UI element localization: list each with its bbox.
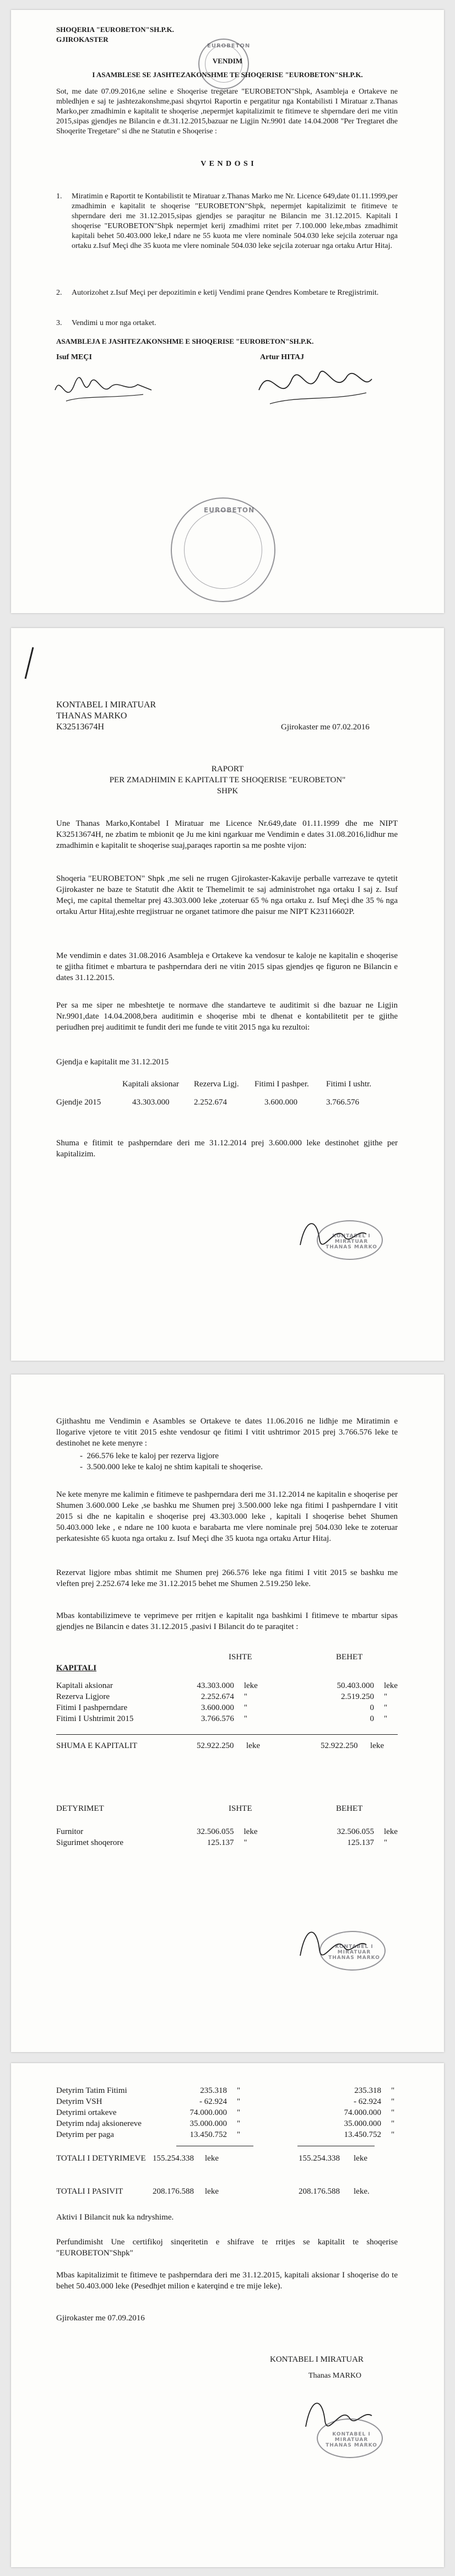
signer-right-name: Artur HITAJ: [260, 353, 304, 361]
bullet-2: [80, 1462, 263, 1473]
header-line-2: THANAS MARKO: [56, 711, 127, 721]
header-line-1: KONTABEL I MIRATUAR: [56, 700, 156, 710]
sum-after: 52.922.250: [321, 1741, 358, 1750]
balance-row: [56, 1713, 398, 1724]
hand-mark: [21, 645, 37, 683]
row-value-before: 43.303.000: [197, 1681, 234, 1690]
place-date: Gjirokaster me 07.02.2016: [281, 723, 370, 732]
col-ishte-2: ISHTE: [229, 1804, 252, 1813]
cert-paragraph: Perfundimisht Une certifikoj sinqeritetin e shifrave te rritjes se kapitalit te shoqerise "EUROBETON"Shpk": [56, 2238, 398, 2258]
company-stamp-large-inner: [184, 511, 262, 589]
row-value-after: - 62.924: [354, 2097, 381, 2106]
capital-table-row: [56, 1089, 387, 1107]
signer-left-name: Isuf MEÇI: [56, 353, 92, 361]
total-detyr-before: 155.254.338: [153, 2154, 194, 2163]
row-value-after: 0: [370, 1714, 374, 1723]
cont-paragraph-4: Mbas kontabilizimeve te veprimeve per rritjen e kapitalit nga bashkimi I fitimeve te mbartur sipas gjendjes ne Bilancin e dates 31.12.2015 ,pasivi I Bilancit do te paraqitet :: [56, 1611, 398, 1631]
balance-row: [56, 2096, 398, 2107]
sum-before: 52.922.250: [197, 1741, 234, 1750]
row-unit-before: ": [237, 2097, 241, 2106]
row-label: Detyrim Tatim Fitimi: [56, 2086, 127, 2095]
cell-ushtr: 3.766.576: [326, 1098, 359, 1107]
capital-col-pashper: Fitimi I pashper.: [254, 1080, 309, 1089]
row-unit-before: ": [243, 1692, 247, 1701]
detyrime-more-table: [56, 2085, 398, 2140]
row-label: Kapitali aksionar: [56, 1681, 113, 1690]
item-number-3: 3.: [56, 319, 62, 327]
balance-row: [56, 1702, 398, 1713]
col-behet: BEHET: [336, 1653, 363, 1662]
cont-paragraph-3: Rezervat ligjore mbas shtimit me Shumen prej 266.576 leke nga fitimi I vitit 2015 se bashku me vleften prej 2.252.674 leke me 31.12.2015 behet me Shumen 2.519.250 leke.: [56, 1568, 398, 1588]
row-unit-after: ": [391, 2108, 395, 2117]
row-label: Gjendje 2015: [56, 1098, 101, 1107]
section-detyrimet: DETYRIMET: [56, 1804, 104, 1813]
final-paragraph: Mbas kapitalizimit te fitimeve te pashperndara deri me 31.12.2015, kapitali aksionar I shoqerise do te behet 50.403.000 leke (Pesedhjet milion e katerqind e tre mije leke).: [56, 2271, 398, 2291]
report-paragraph-4: Per sa me siper ne mbeshtetje te normave dhe standarteve te auditimit si dhe bazuar ne Ligjin Nr.9901,date 14.04.2008,bera auditimin e shoqerise mbi te dhenat e kontabilitetit per te gjithe periudhen prej auditimit te fundit deri me funde te vitit 2015 nga ku rezultoi:: [56, 1001, 398, 1032]
total-pasiv-unit-2: leke.: [354, 2187, 370, 2196]
assembly-line: ASAMBLEJA E JASHTEZAKONSHME E SHOQERISE "EUROBETON"SH.P.K.: [56, 337, 314, 345]
total-detyr-label: TOTALI I DETYRIMEVE: [56, 2154, 146, 2163]
cell-aksionar: 43.303.000: [132, 1098, 170, 1107]
row-unit-before: ": [237, 2108, 241, 2117]
sum-unit-2: leke: [370, 1741, 384, 1750]
row-value-before: - 62.924: [199, 2097, 227, 2106]
row-label: Rezerva Ligjore: [56, 1692, 110, 1701]
report-paragraph-1: Une Thanas Marko,Kontabel I Miratuar me Licence Nr.649,date 01.11.1999 dhe me NIPT K32513674H, ne zbatim te mbionit qe Ju me kini ngarkuar me Vendimin e dates 31.08.2016,lidhur me zmadhimin e kapitalit te shoqerise suaj,paraqes raportin sa me poshte vijon:: [56, 819, 398, 850]
final-place-date: Gjirokaster me 07.09.2016: [56, 2314, 145, 2323]
detyrimet-table: [56, 1826, 398, 1848]
page-raport-cont: [11, 1374, 444, 2052]
page-subtitle: I ASAMBLESE SE JASHTEZAKONSHME TE SHOQERISE "EUROBETON"SH.P.K.: [92, 71, 363, 79]
row-unit-before: ": [243, 1838, 247, 1847]
row-value-after: 13.450.752: [344, 2130, 381, 2139]
bullet-1: [80, 1451, 219, 1462]
row-unit-before: leke: [243, 1681, 258, 1690]
row-value-after: 2.519.250: [340, 1692, 374, 1701]
report-title-2: PER ZMADHIMIN E KAPITALIT TE SHOQERISE "EUROBETON": [109, 776, 346, 784]
total-pasiv-unit: leke: [205, 2187, 219, 2196]
accountant-stamp-2-text: KONTABEL I MIRATUAR THANAS MARKO: [328, 1944, 380, 1961]
cont-paragraph-1: Gjithashtu me Vendimin e Asambles se Ortakeve te dates 11.06.2016 ne lidhje me Miratimin e llogarive vjetore te vitit 2015 eshte vendosur qe fitimi I vitit ushtrimor 2015 prej 3.766.576 leke te destinohet ne kete menyre :: [56, 1417, 398, 1448]
row-unit-before: ": [237, 2119, 241, 2128]
row-value-before: 2.252.674: [201, 1692, 234, 1701]
page-title: VENDIM: [212, 57, 243, 65]
header-line-3: K32513674H: [56, 722, 105, 732]
page-raport-final: [11, 2063, 444, 2567]
capital-table-header: [56, 1080, 387, 1089]
report-paragraph-2: Shoqeria "EUROBETON" Shpk ,me seli ne rrugen Gjirokaster-Kakavije perballe varrezave te qytetit Gjirokaster ne baze te Statutit dhe Aktit te Themelimit te saj administrohet nga ortaku I saj z. Isuf Meçi, me capital themeltar prej 43.303.000 leke ,zoteruar 65 % nga ortaku z. Isuf Meçi dhe 35 % nga ortaku Artur Hitaj,eshte rregjistruar ne organet tatimore dhe paisur me NIPT K23116602P.: [56, 874, 398, 916]
accountant-header: [56, 700, 156, 733]
balance-row: [56, 2129, 398, 2140]
capital-col-ushtr: Fitimi I ushtr.: [326, 1080, 372, 1089]
aktivi-line: Aktivi I Bilancit nuk ka ndryshime.: [56, 2213, 174, 2222]
signature-right: [248, 357, 380, 418]
row-value-after: 32.506.055: [337, 1827, 374, 1836]
row-unit-before: ": [243, 1714, 247, 1723]
capital-table: [56, 1080, 387, 1107]
row-unit-after: leke: [383, 1681, 398, 1690]
total-pasiv-after: 208.176.588: [299, 2187, 340, 2196]
cont-paragraph-2: Ne kete menyre me kalimin e fitimeve te pashperndara deri me 31.12.2014 ne kapitalin e shoqerise per Shumen 3.600.000 Leke ,se bashku me Shumen prej 3.500.000 leke nga fitimi I pashperndare I vitit 2015 si dhe ne kapitalin e shoqerise prej 43.303.000 leke , kapitali I shoqerise behet Shumen 50.403.000 leke , e ndare ne 100 kuota e barabarta me vlere nominale prej 504.030 leke te zoteruar perkatesishte 65 kuota nga ortaku z. Isuf Meçi dhe 35 kuota nga ortaku Artur Hitaj.: [56, 1490, 398, 1543]
signature-left: [50, 362, 160, 412]
total-pasiv-before: 208.176.588: [153, 2187, 194, 2196]
row-value-before: 32.506.055: [197, 1827, 234, 1836]
bullet-dash-1: -: [80, 1452, 87, 1460]
company-line: SHOQERIA "EUROBETON"SH.P.K.: [56, 25, 174, 34]
sign-title: KONTABEL I MIRATUAR: [270, 2355, 364, 2364]
accountant-stamp-text: KONTABEL I MIRATUAR THANAS MARKO: [326, 1233, 377, 1250]
row-value-after: 74.000.000: [344, 2108, 381, 2117]
row-unit-after: ": [383, 1703, 388, 1712]
row-value-before: 74.000.000: [189, 2108, 227, 2117]
total-pasiv-label: TOTALI I PASIVIT: [56, 2187, 123, 2196]
accountant-stamp-2: [319, 1931, 386, 1971]
row-unit-before: leke: [243, 1827, 258, 1836]
balance-row: [56, 2085, 398, 2096]
row-unit-after: ": [391, 2119, 395, 2128]
total-detyr-unit: leke: [205, 2154, 219, 2163]
row-label: Furnitor: [56, 1827, 84, 1836]
balance-row: [56, 1680, 398, 1691]
sum-label: SHUMA E KAPITALIT: [56, 1741, 138, 1750]
row-label: Sigurimet shoqerore: [56, 1838, 124, 1847]
row-value-before: 35.000.000: [189, 2119, 227, 2128]
row-value-before: 235.318: [200, 2086, 227, 2095]
row-unit-after: ": [391, 2097, 395, 2106]
report-title-3: SHPK: [216, 787, 239, 795]
city-line: GJIROKASTER: [56, 35, 109, 44]
row-value-after: 50.403.000: [337, 1681, 374, 1690]
row-label: Fitimi I Ushtrimit 2015: [56, 1714, 134, 1723]
row-value-before: 13.450.752: [189, 2130, 227, 2139]
sign-name: Thanas MARKO: [308, 2372, 362, 2380]
decision-item-1-text: Miratimin e Raportit te Kontabilistit te Miratuar z.Thanas Marko me Nr. Licence 649,date 01.11.1999,per zmadhimin e kapitalit te shoqerise "EUROBETON"Shpk, nepermjet kapitalizimit te fitimeve te shperndare deri me 31.12.2015,sipas gjendjes se paraqitur ne Bilancin me 31.12.2015. Kapitali I shoqerise "EUROBETON"Shpk nepermjet kerij zmadhimi rritet per 7.100.000 leke,mbas zmadhimit kapitali behet 50.403.000 leke,I ndare ne 55 kuota me vlere nominale 504.030 leke sejcila zoteruar nga ortaku z.Isuf Meçi dhe 35 kuota me vlere nominale 504.030 leke sejcila zoteruar nga ortaku Artur Hitaj.: [72, 192, 398, 250]
row-unit-after: ": [391, 2086, 395, 2095]
row-label: Detyrim ndaj aksionereve: [56, 2119, 142, 2128]
section-kapitali: KAPITALI: [56, 1664, 97, 1673]
row-unit-before: ": [243, 1703, 247, 1712]
report-paragraph-3: Me vendimin e dates 31.08.2016 Asambleja e Ortakeve ka vendosur te kaloje ne kapitalin e shoqerise te gjitha fitimet e mbartura te pashperndara deri ne vitin 2015 sipas gjendjes qe figuron ne Bilancin e dates 31.12.2015.: [56, 951, 398, 982]
balance-row: [56, 2107, 398, 2118]
row-label: Detyrimi ortakeve: [56, 2108, 117, 2117]
row-value-before: 3.766.576: [201, 1714, 234, 1723]
capital-table-blank: [56, 1080, 122, 1089]
row-unit-after: ": [383, 1692, 388, 1701]
kapitali-table: [56, 1680, 398, 1724]
balance-row: [56, 1691, 398, 1702]
bullet-1-text: 266.576 leke te kaloj per rezerva ligjore: [86, 1452, 219, 1460]
decides-heading: V E N D O S I: [201, 160, 254, 168]
col-ishte: ISHTE: [229, 1653, 252, 1662]
page-raport: [11, 628, 444, 1361]
decision-item-2-text: Autorizohet z.Isuf Meçi per depozitimin e ketij Vendimi prane Qendres Kombetare te Rregjistrimit.: [72, 289, 379, 297]
row-value-before: 125.137: [207, 1838, 234, 1847]
row-label: Detyrim per paga: [56, 2130, 114, 2139]
row-value-after: 0: [370, 1703, 374, 1712]
company-stamp-large-text: EUROBETON: [204, 506, 255, 514]
bullet-dash-2: -: [80, 1463, 87, 1471]
balance-row: [56, 2118, 398, 2129]
row-unit-before: ": [237, 2086, 241, 2095]
row-unit-after: ": [383, 1714, 388, 1723]
capital-col-aksionar: Kapitali aksionar: [122, 1080, 179, 1089]
intro-paragraph: Sot, me date 07.09.2016,ne seline e Shoqerise tregetare "EUROBETON"Shpk, Asambleja e Ortakeve ne mbledhjen e saj te jashtezakonshme,pasi shqyrtoi Raportin e pergatitur nga Kontabilisti I Miratuar z.Thanas Marko,per zmadhimin e kapitalit te shoqerise ,nepermjet kapitalizimit te fitimeve te shperndare deri me vitin 2015,sipas gjendjes ne Bilancin e dt.31.12.2015,bazuar ne Ligjin Nr.9901 date 14.04.2008 "Per Tregtaret dhe Shoqerite Tregetare" si dhe ne Statutin e Shoqerise :: [56, 88, 398, 136]
accountant-stamp: [317, 1220, 383, 1260]
row-label: Fitimi I pashperndare: [56, 1703, 128, 1712]
item-number-2: 2.: [56, 289, 62, 297]
balance-row: [56, 1837, 398, 1848]
capital-label: Gjendja e kapitalit me 31.12.2015: [56, 1058, 169, 1067]
row-label: Detyrim VSH: [56, 2097, 102, 2106]
capital-col-rezerva: Rezerva Ligj.: [194, 1080, 239, 1089]
report-title: RAPORT: [211, 765, 244, 773]
decision-item-2: [56, 288, 398, 298]
total-detyr-unit-2: leke: [354, 2154, 367, 2163]
sum-unit-1: leke: [246, 1741, 260, 1750]
total-detyr-after: 155.254.338: [299, 2154, 340, 2163]
row-value-after: 235.318: [354, 2086, 381, 2095]
company-stamp-text: EUROBETON: [207, 43, 251, 49]
final-stamp-text: KONTABEL I MIRATUAR THANAS MARKO: [326, 2432, 377, 2448]
item-number-1: 1.: [56, 192, 62, 201]
row-value-after: 125.137: [347, 1838, 374, 1847]
decision-item-1: [56, 192, 398, 251]
row-value-after: 35.000.000: [344, 2119, 381, 2128]
bullet-2-text: 3.500.000 leke te kaloj ne shtim kapitali te shoqerise.: [86, 1463, 263, 1471]
row-unit-after: leke: [383, 1827, 398, 1836]
page-vendim: [11, 10, 444, 613]
col-behet-2: BEHET: [336, 1804, 363, 1813]
cell-rezerva: 2.252.674: [194, 1098, 227, 1107]
closing-paragraph: Shuma e fitimit te pashperndare deri me 31.12.2014 prej 3.600.000 leke destinohet gjithe per kapitalizim.: [56, 1139, 398, 1159]
balance-row: [56, 1826, 398, 1837]
cell-pashper: 3.600.000: [264, 1098, 297, 1107]
company-stamp-large: [171, 497, 275, 602]
row-unit-after: ": [383, 1838, 388, 1847]
row-unit-after: ": [391, 2130, 395, 2139]
final-stamp: [317, 2418, 383, 2458]
decision-item-3-text: Vendimi u mor nga ortaket.: [72, 319, 156, 327]
decision-item-3: [56, 318, 398, 328]
row-unit-before: ": [237, 2130, 241, 2139]
kapitali-divider: [56, 1734, 398, 1735]
row-value-before: 3.600.000: [201, 1703, 234, 1712]
